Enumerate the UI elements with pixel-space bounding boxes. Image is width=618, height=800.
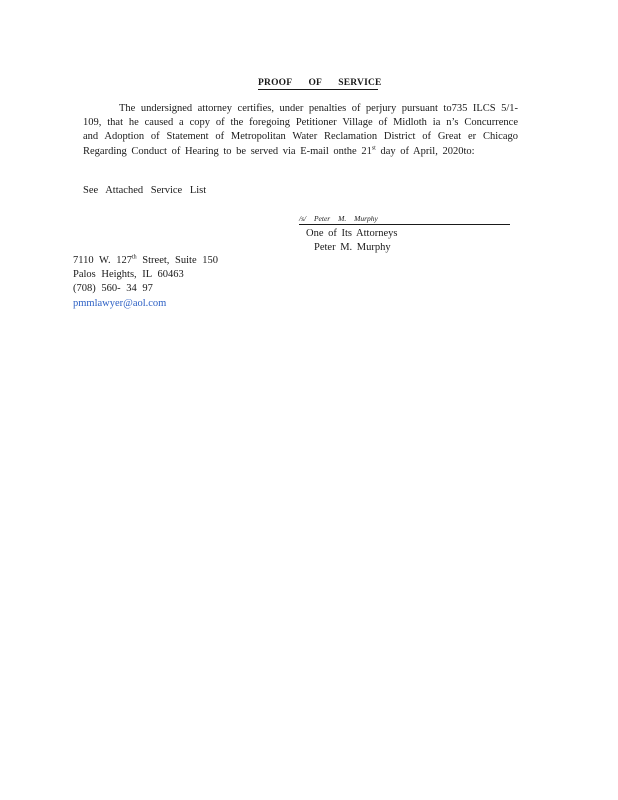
document-title: PROOF OF SERVICE	[258, 78, 382, 88]
day-ordinal-suffix: st	[371, 145, 376, 152]
certification-text-end: day of April, 2020to:	[380, 145, 475, 157]
street-address	[73, 254, 218, 268]
phone-number: (708) 560- 34 97	[73, 283, 153, 295]
signature-block	[306, 227, 397, 255]
signature-line: /s/ Peter M. Murphy	[299, 214, 510, 225]
email-link[interactable]: pmmlawyer@aol.com	[73, 297, 167, 309]
street-ordinal-suffix: th	[132, 254, 137, 261]
city-state-zip: Palos Heights, IL 60463	[73, 269, 184, 281]
certification-paragraph	[83, 102, 518, 159]
street-number: 7110 W. 127	[73, 255, 132, 266]
address-block	[73, 254, 218, 311]
street-rest: Street, Suite 150	[142, 255, 218, 266]
attorney-role: One of Its Attorneys	[306, 228, 398, 239]
see-attached-service-list: See Attached Service List	[83, 185, 207, 196]
certification-text: The undersigned attorney certifies, under penalties of perjury pursuant to735 ILCS 5/1-109, that he caused a copy of the foregoing Petitioner Village of Midloth ia n’s Concurrence and Adoption of Statement of Metropolitan Water Reclamation District of Great er Chicago Regarding Conduct of Hearing to be served via E-mail onthe 21	[83, 103, 518, 157]
attorney-name: Peter M. Murphy	[314, 242, 391, 254]
